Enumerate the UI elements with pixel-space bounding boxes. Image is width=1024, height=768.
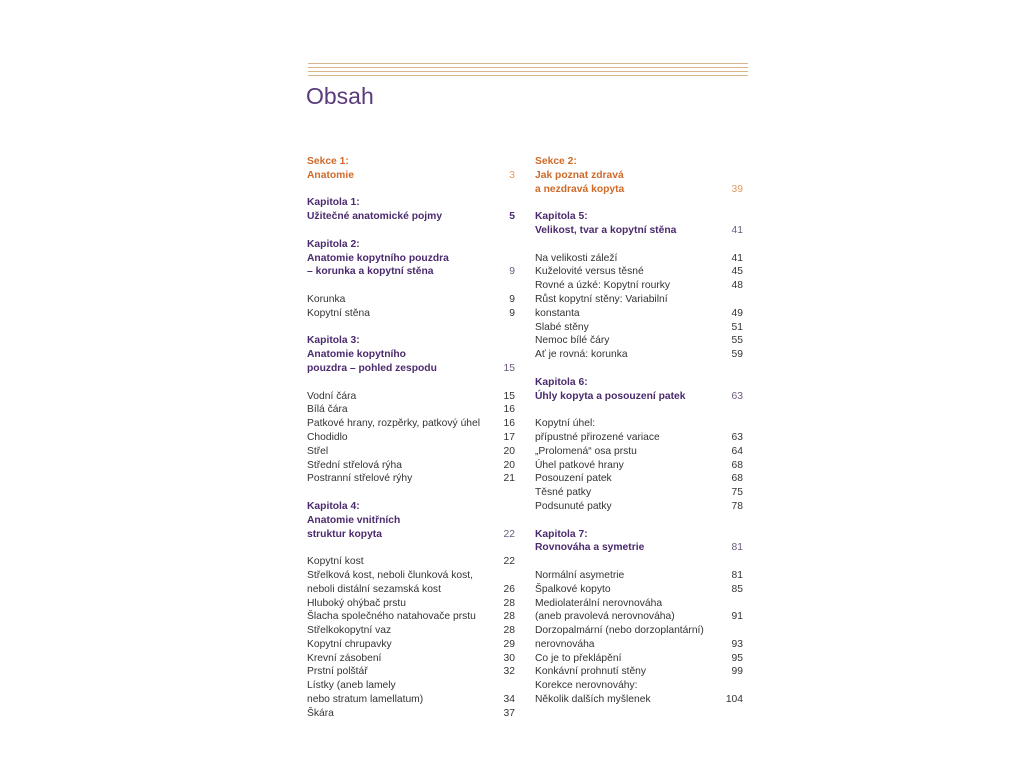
toc-entry-title: Chodidlo [307, 431, 348, 443]
toc-item-entry[interactable] [535, 265, 743, 279]
toc-page-number: 28 [503, 611, 515, 623]
toc-entry-title: Krevní zásobení [307, 652, 382, 664]
toc-item-entry[interactable] [535, 652, 743, 666]
toc-entry-title: Kopytní stěna [307, 307, 370, 319]
toc-page-number: 93 [731, 638, 743, 650]
toc-entry-title: Škára [307, 707, 334, 719]
toc-item-entry[interactable] [307, 665, 515, 679]
toc-entry-title: Prstní polštář [307, 666, 368, 678]
toc-item-entry[interactable] [535, 472, 743, 486]
toc-page-number: 51 [731, 321, 743, 333]
toc-entry-title: Podsunuté patky [535, 500, 612, 512]
toc-entry-title: Patkové hrany, rozpěrky, patkový úhel [307, 418, 481, 430]
toc-entry-title: Rovné a úzké: Kopytní rourky [535, 280, 671, 292]
toc-page-number: 20 [503, 459, 515, 471]
toc-page-number: 64 [731, 445, 743, 457]
toc-entry-title: Střelková kost, neboli člunková kost, neboli distální sezamská kost [307, 569, 473, 595]
toc-page-number: 78 [731, 500, 743, 512]
toc-item-entry[interactable] [307, 652, 515, 666]
toc-item-entry[interactable] [307, 390, 515, 404]
toc-entry-title: Postranní střelové rýhy [307, 473, 413, 485]
rule-line [308, 71, 748, 72]
toc-chapter-entry[interactable] [307, 334, 515, 375]
spacer [307, 486, 515, 500]
spacer [535, 514, 743, 528]
toc-entry-title: Šlacha společného natahovače prstu [307, 611, 476, 623]
toc-page-number: 37 [503, 707, 515, 719]
toc-entry-title: Střelkokopytní vaz [307, 625, 392, 637]
toc-item-entry[interactable] [535, 417, 743, 445]
toc-page-number: 75 [731, 487, 743, 499]
toc-page-number: 3 [509, 169, 515, 181]
toc-column-right [535, 155, 743, 707]
toc-entry-title: Konkávní prohnutí stěny [535, 666, 647, 678]
toc-item-entry[interactable] [535, 486, 743, 500]
toc-item-entry[interactable] [307, 569, 515, 597]
toc-entry-title: Kapitola 6: Úhly kopyta a posouzení patek [535, 376, 686, 402]
toc-item-entry[interactable] [307, 307, 515, 321]
toc-chapter-entry[interactable] [535, 528, 743, 556]
toc-entry-title: „Prolomená“ osa prstu [535, 445, 637, 457]
toc-page-number: 15 [503, 390, 515, 402]
toc-item-entry[interactable] [307, 293, 515, 307]
toc-item-entry[interactable] [307, 707, 515, 721]
toc-item-entry[interactable] [535, 445, 743, 459]
page-title: Obsah [306, 83, 374, 109]
toc-item-entry[interactable] [307, 431, 515, 445]
spacer [307, 279, 515, 293]
toc-chapter-entry[interactable] [307, 238, 515, 279]
toc-entry-title: Sekce 1: Anatomie [307, 156, 354, 181]
toc-item-entry[interactable] [307, 459, 515, 473]
toc-page-number: 81 [731, 569, 743, 581]
toc-page-number: 22 [503, 528, 515, 540]
toc-entry-title: Střel [307, 445, 329, 457]
toc-item-entry[interactable] [535, 334, 743, 348]
toc-entry-title: Růst kopytní stěny: Variabilní konstanta [535, 293, 668, 319]
decorative-rules [308, 63, 748, 79]
toc-item-entry[interactable] [535, 597, 743, 625]
toc-page-number: 68 [731, 459, 743, 471]
toc-entry-title: Slabé stěny [535, 321, 589, 333]
toc-entry-title: Nemoc bílé čáry [535, 335, 610, 347]
toc-entry-title: Korunka [307, 293, 346, 305]
spacer [535, 238, 743, 252]
toc-page-number: 5 [509, 211, 515, 223]
toc-page-number: 29 [503, 638, 515, 650]
toc-entry-title: Střední střelová rýha [307, 459, 403, 471]
toc-page-number: 9 [509, 266, 515, 278]
toc-entry-title: Kuželovité versus těsné [535, 266, 644, 278]
rule-line [308, 75, 748, 76]
toc-item-entry[interactable] [535, 569, 743, 583]
toc-item-entry[interactable] [535, 348, 743, 362]
toc-entry-title: Hluboký ohýbač prstu [307, 597, 407, 609]
toc-page-number: 20 [503, 445, 515, 457]
toc-item-entry[interactable] [307, 555, 515, 569]
toc-page-number: 48 [731, 280, 743, 292]
toc-entry-title: Kapitola 2: Anatomie kopytního pouzdra – korunka a kopytní stěna [307, 238, 449, 278]
toc-page-number: 81 [731, 542, 743, 554]
toc-item-entry[interactable] [535, 293, 743, 321]
toc-page-number: 16 [503, 418, 515, 430]
toc-page-number: 68 [731, 473, 743, 485]
toc-page-number: 45 [731, 266, 743, 278]
toc-page-number: 21 [503, 473, 515, 485]
spacer [307, 321, 515, 335]
toc-item-entry[interactable] [535, 665, 743, 679]
toc-page-number: 22 [503, 556, 515, 568]
toc-page-number: 85 [731, 583, 743, 595]
spacer [535, 196, 743, 210]
toc-page-number: 32 [503, 666, 515, 678]
toc-page-number: 28 [503, 625, 515, 637]
spacer [307, 183, 515, 197]
toc-entry-title: Bílá čára [307, 404, 348, 416]
toc-entry-title: Vodní čára [307, 390, 357, 402]
toc-entry-title: Kapitola 5: Velikost, tvar a kopytní stěna [535, 211, 677, 236]
toc-entry-title: Špalkové kopyto [535, 583, 611, 595]
toc-page-number: 39 [731, 183, 743, 195]
toc-item-entry[interactable] [307, 679, 515, 707]
toc-page-number: 15 [503, 362, 515, 374]
toc-entry-title: Posouzení patek [535, 473, 612, 485]
toc-section-entry[interactable] [535, 155, 743, 196]
toc-chapter-entry[interactable] [307, 196, 515, 224]
toc-entry-title: Normální asymetrie [535, 569, 625, 581]
toc-entry-title: Kapitola 1: Užitečné anatomické pojmy [307, 197, 443, 223]
toc-entry-title: Mediolaterální nerovnováha (aneb pravolevá nerovnováha) [535, 597, 675, 623]
toc-page-number: 41 [731, 224, 743, 236]
toc-item-entry[interactable] [535, 500, 743, 514]
toc-page-number: 91 [731, 611, 743, 623]
toc-entry-title: Těsné patky [535, 487, 592, 499]
toc-page-number: 49 [731, 307, 743, 319]
toc-page-number: 34 [503, 694, 515, 706]
toc-chapter-entry[interactable] [535, 210, 743, 238]
spacer [307, 224, 515, 238]
toc-item-entry[interactable] [307, 597, 515, 611]
toc-entry-title: Kopytní chrupavky [307, 638, 392, 650]
toc-entry-title: Kapitola 7: Rovnováha a symetrie [535, 528, 645, 554]
toc-entry-title: Ať je rovná: korunka [535, 349, 628, 361]
toc-item-entry[interactable] [535, 583, 743, 597]
toc-item-entry[interactable] [535, 321, 743, 335]
toc-page-number: 55 [731, 335, 743, 347]
toc-page-number: 28 [503, 597, 515, 609]
toc-entry-title: Korekce nerovnováhy: Několik dalších myšlenek [535, 680, 651, 706]
toc-item-entry[interactable] [535, 252, 743, 266]
toc-entry-title: Co je to překlápění [535, 652, 622, 664]
spacer [535, 403, 743, 417]
rule-line [308, 67, 748, 68]
spacer [535, 362, 743, 376]
toc-page-number: 59 [731, 349, 743, 361]
toc-entry-title: Kapitola 4: Anatomie vnitřních struktur kopyta [307, 500, 401, 540]
toc-page-number: 9 [509, 293, 515, 305]
toc-item-entry[interactable] [307, 638, 515, 652]
toc-item-entry[interactable] [307, 403, 515, 417]
toc-item-entry[interactable] [535, 679, 743, 707]
spacer [307, 541, 515, 555]
toc-chapter-entry[interactable] [307, 500, 515, 541]
toc-entry-title: Úhel patkové hrany [535, 459, 624, 471]
toc-item-entry[interactable] [307, 624, 515, 638]
toc-page-number: 9 [509, 307, 515, 319]
spacer [535, 555, 743, 569]
rule-line [308, 63, 748, 64]
toc-entry-title: Kopytní úhel: přípustné přirozené variace [535, 418, 660, 443]
toc-item-entry[interactable] [535, 459, 743, 473]
toc-page-number: 17 [503, 431, 515, 443]
toc-item-entry[interactable] [307, 445, 515, 459]
toc-page-number: 16 [503, 404, 515, 416]
toc-entry-title: Kapitola 3: Anatomie kopytního pouzdra – pohled zespodu [307, 335, 437, 374]
spacer [307, 376, 515, 390]
toc-item-entry[interactable] [307, 472, 515, 486]
toc-entry-title: Sekce 2: Jak poznat zdravá a nezdravá kopyta [535, 156, 625, 195]
toc-page-number: 41 [731, 252, 743, 264]
toc-column-left [307, 155, 515, 721]
toc-entry-title: Dorzopalmární (nebo dorzoplantární) nerovnováha [535, 625, 704, 650]
toc-page-number: 30 [503, 652, 515, 664]
toc-page-number: 95 [731, 652, 743, 664]
toc-entry-title: Na velikosti záleží [535, 252, 618, 264]
toc-page-number: 63 [731, 390, 743, 402]
toc-entry-title: Lístky (aneb lamely nebo stratum lamellatum) [307, 680, 424, 706]
toc-item-entry[interactable] [307, 610, 515, 624]
toc-item-entry[interactable] [535, 624, 743, 652]
toc-chapter-entry[interactable] [535, 376, 743, 404]
toc-page-number: 104 [725, 694, 743, 706]
toc-section-entry[interactable] [307, 155, 515, 183]
toc-page-number: 63 [731, 431, 743, 443]
toc-entry-title: Kopytní kost [307, 556, 364, 568]
toc-page-number: 99 [731, 666, 743, 678]
toc-item-entry[interactable] [307, 417, 515, 431]
toc-page-number: 26 [503, 583, 515, 595]
toc-item-entry[interactable] [535, 279, 743, 293]
